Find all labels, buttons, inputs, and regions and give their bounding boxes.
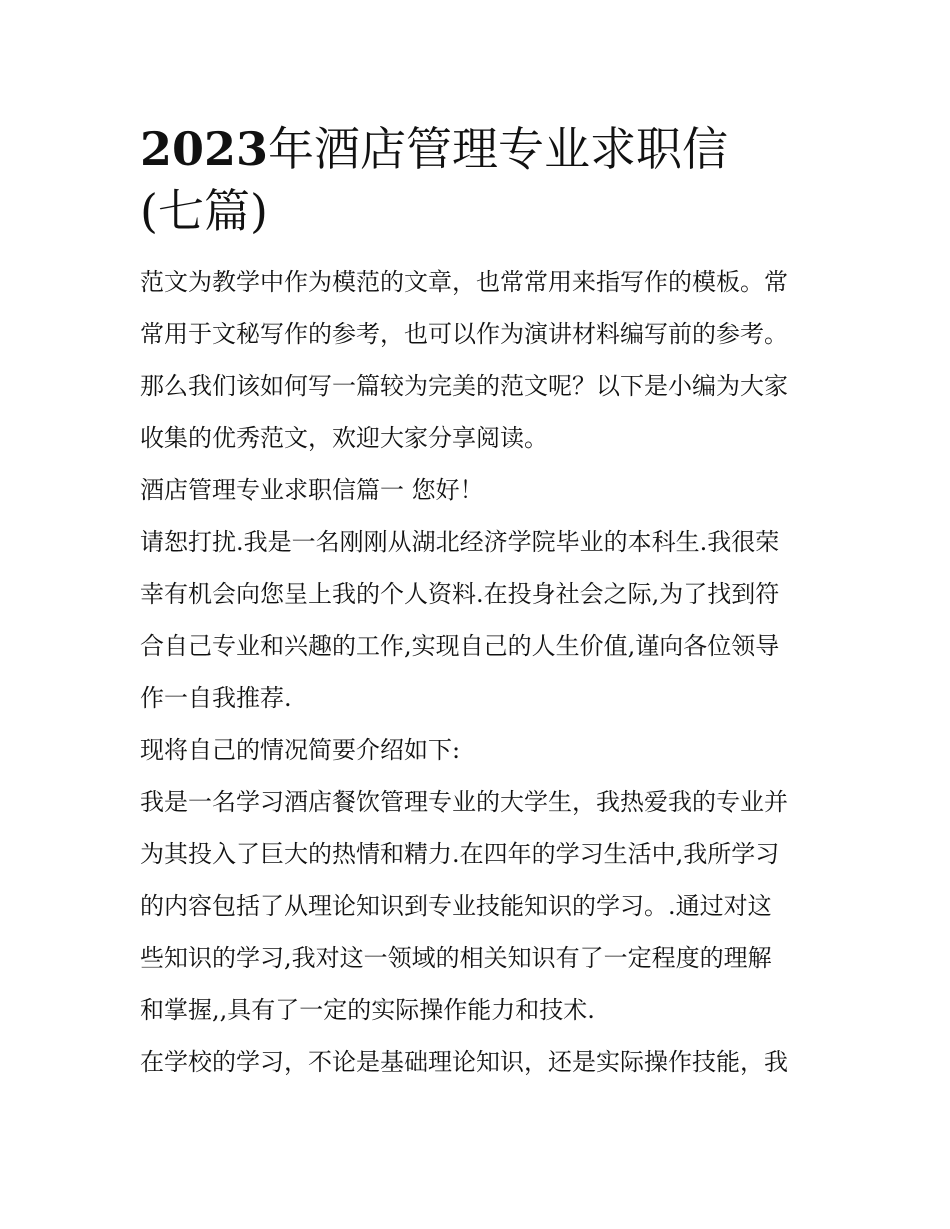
paragraph-school xyxy=(140,1036,820,1088)
text-line: 收集的优秀范文，欢迎大家分享阅读。 xyxy=(140,424,548,452)
paragraph-greeting xyxy=(140,516,820,724)
text-line: 和掌握,,具有了一定的实际操作能力和技术. xyxy=(140,996,595,1024)
paragraph-study xyxy=(140,776,820,1036)
text-line: 那么我们该如何写一篇较为完美的范文呢？以下是小编为大家 xyxy=(140,372,788,400)
title-line-2: (七篇) xyxy=(140,184,268,238)
text-line: 酒店管理专业求职信篇一 您好！ xyxy=(140,476,484,504)
text-line: 为其投入了巨大的热情和精力.在四年的学习生活中,我所学习 xyxy=(140,840,780,868)
paragraph-section-heading xyxy=(140,464,820,516)
title-line-1 xyxy=(140,118,820,180)
document-body xyxy=(140,256,820,1088)
title-year: 2023 xyxy=(140,122,269,176)
paragraph-intro xyxy=(140,256,820,464)
title-text: 年酒店管理专业求职信 xyxy=(268,122,729,176)
text-line: 现将自己的情况简要介绍如下: xyxy=(140,736,461,764)
text-line: 合自己专业和兴趣的工作,实现自己的人生价值,谨向各位领导 xyxy=(140,632,780,660)
paragraph-intro-self xyxy=(140,724,820,776)
text-line: 幸有机会向您呈上我的个人资料.在投身社会之际,为了找到符 xyxy=(140,580,780,608)
text-line: 些知识的学习,我对这一领域的相关知识有了一定程度的理解 xyxy=(140,944,772,972)
text-line: 在学校的学习，不论是基础理论知识，还是实际操作技能，我 xyxy=(140,1048,788,1076)
document-content xyxy=(140,118,820,1088)
text-line: 常用于文秘写作的参考，也可以作为演讲材料编写前的参考。 xyxy=(140,320,788,348)
text-line: 作一自我推荐. xyxy=(140,684,292,712)
text-line: 请恕打扰.我是一名刚刚从湖北经济学院毕业的本科生.我很荣 xyxy=(140,528,780,556)
text-line: 范文为教学中作为模范的文章，也常常用来指写作的模板。常 xyxy=(140,268,788,296)
document-title xyxy=(140,118,820,242)
text-line: 的内容包括了从理论知识到专业技能知识的学习。.通过对这 xyxy=(140,892,772,920)
text-line: 我是一名学习酒店餐饮管理专业的大学生，我热爱我的专业并 xyxy=(140,788,788,816)
